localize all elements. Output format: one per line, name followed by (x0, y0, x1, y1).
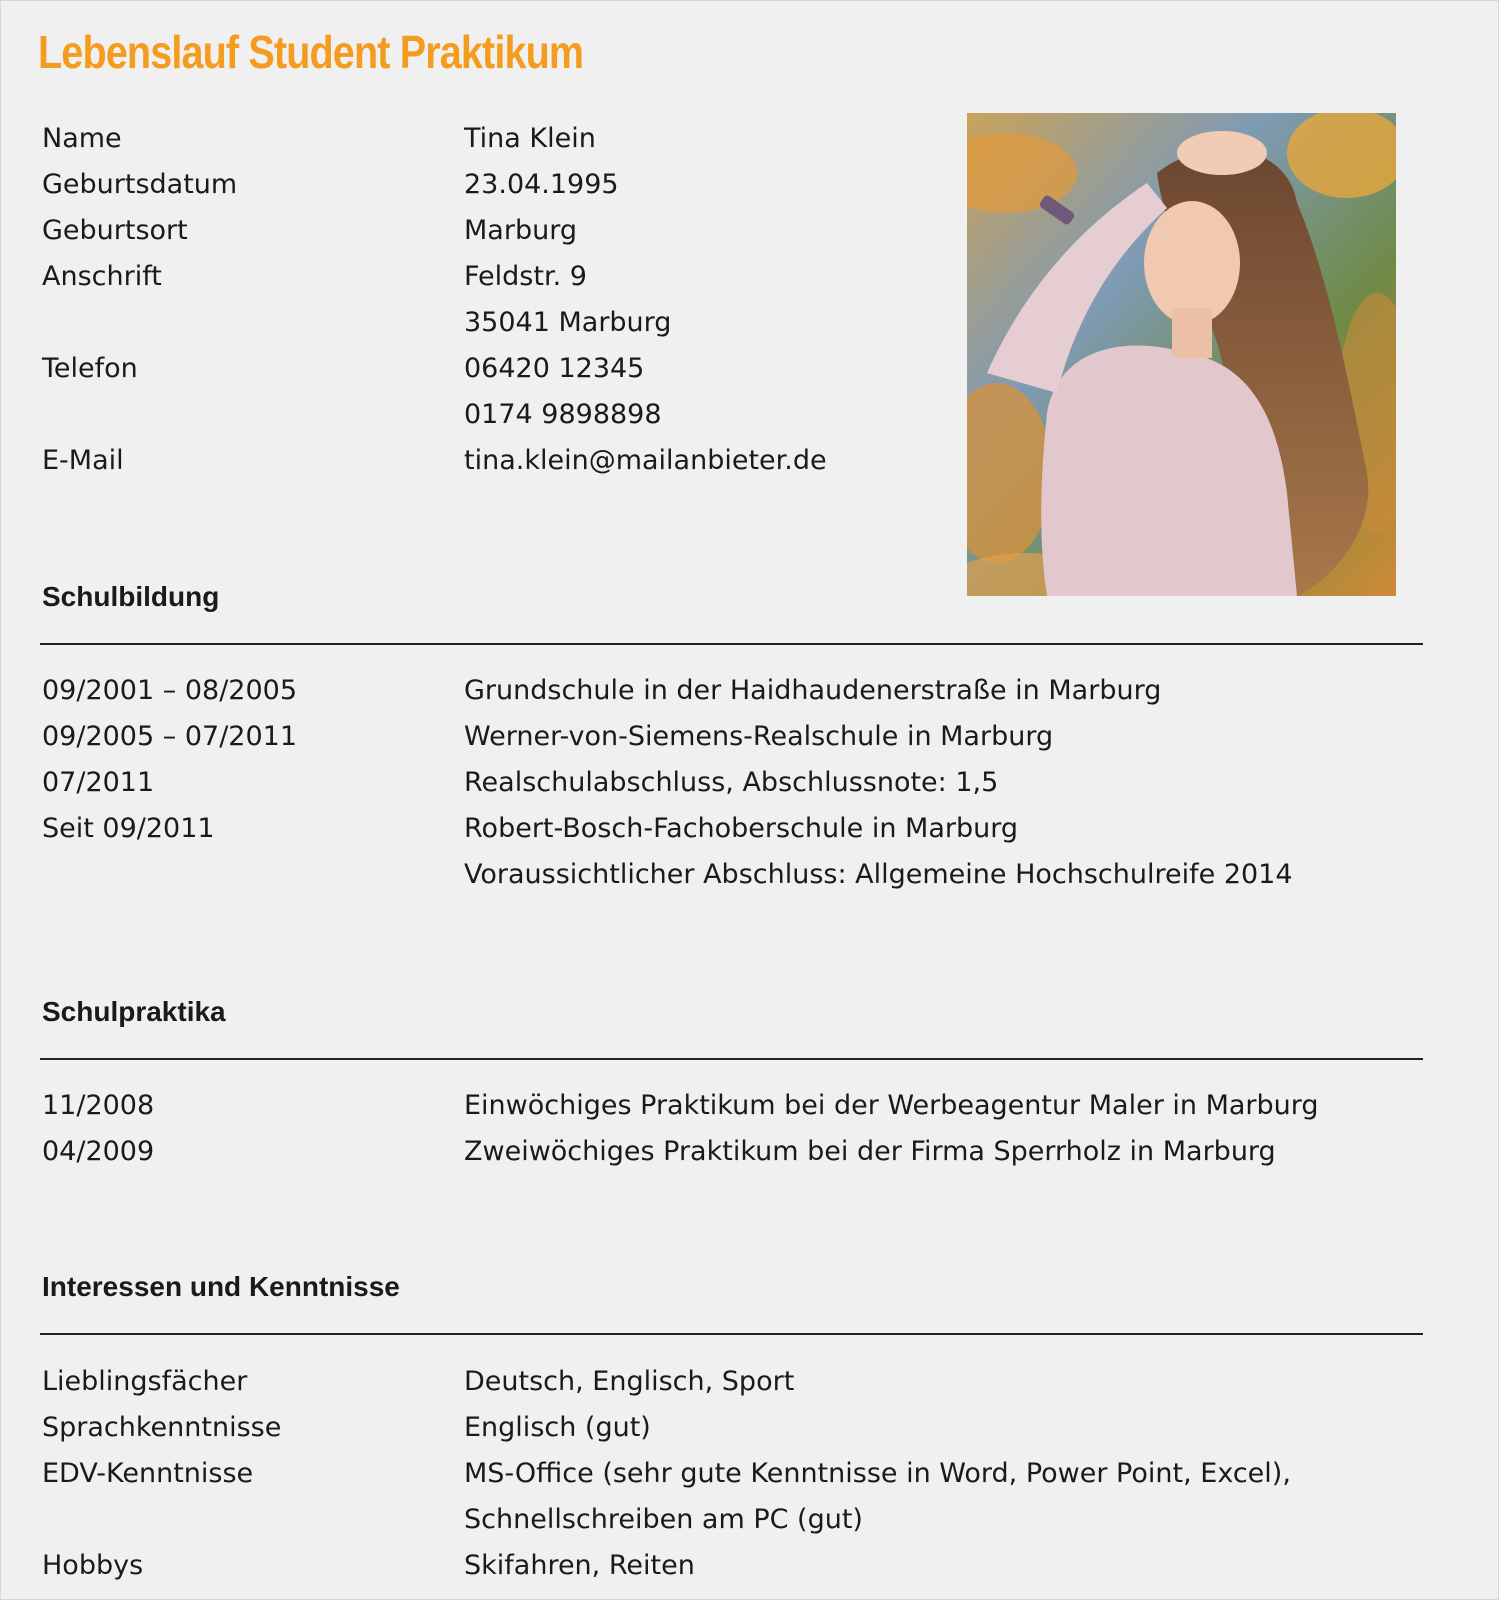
education-description: Grundschule in der Haidhaudenerstraße in Marburg (464, 675, 1162, 706)
skills-value: Skifahren, Reiten (464, 1550, 695, 1581)
field-label: Telefon (42, 353, 138, 384)
education-row (1, 669, 1499, 713)
skills-value: Deutsch, Englisch, Sport (464, 1366, 795, 1397)
date-range: 09/2005 – 07/2011 (42, 721, 297, 752)
field-label: Name (42, 123, 122, 154)
field-value: 0174 9898898 (464, 399, 662, 430)
education-description: Realschulabschluss, Abschlussnote: 1,5 (464, 767, 999, 798)
field-value: Feldstr. 9 (464, 261, 587, 292)
education-row (1, 807, 1499, 851)
skills-label: Lieblingsfächer (42, 1366, 248, 1397)
section-divider (40, 643, 1423, 645)
skills-label: Hobbys (42, 1550, 144, 1581)
internship-date: 11/2008 (42, 1090, 155, 1121)
skills-value: MS-Office (sehr gute Kenntnisse in Word, Power Point, Excel), (464, 1458, 1291, 1489)
skills-value: Englisch (gut) (464, 1412, 651, 1443)
skills-label: EDV-Kenntnisse (42, 1458, 254, 1489)
internship-description: Einwöchiges Praktikum bei der Werbeagentur Maler in Marburg (464, 1090, 1319, 1121)
education-description: Voraussichtlicher Abschluss: Allgemeine Hochschulreife 2014 (464, 859, 1293, 890)
date-range: 07/2011 (42, 767, 155, 798)
section-heading-schulbildung: Schulbildung (42, 581, 220, 612)
skills-row (1, 1452, 1499, 1496)
field-label: Geburtsort (42, 215, 188, 246)
field-value: Marburg (464, 215, 577, 246)
internship-date: 04/2009 (42, 1136, 155, 1167)
education-row (1, 761, 1499, 805)
section-heading-interessen: Interessen und Kenntnisse (42, 1271, 400, 1302)
skills-label: Sprachkenntnisse (42, 1412, 282, 1443)
section-divider (40, 1058, 1423, 1060)
profile-photo-graphic (967, 113, 1396, 596)
skills-row (1, 1360, 1499, 1404)
email-link[interactable]: tina.klein@mailanbieter.de (464, 445, 827, 476)
internship-row (1, 1130, 1499, 1174)
internship-description: Zweiwöchiges Praktikum bei der Firma Sperrholz in Marburg (464, 1136, 1276, 1167)
education-row (1, 853, 1499, 897)
section-heading-schulpraktika: Schulpraktika (42, 996, 226, 1027)
field-label: Geburtsdatum (42, 169, 238, 200)
education-description: Werner-von-Siemens-Realschule in Marburg (464, 721, 1054, 752)
date-range: 09/2001 – 08/2005 (42, 675, 297, 706)
field-label: Anschrift (42, 261, 162, 292)
education-description: Robert-Bosch-Fachoberschule in Marburg (464, 813, 1019, 844)
field-value: 06420 12345 (464, 353, 645, 384)
education-row (1, 715, 1499, 759)
profile-photo (967, 113, 1396, 596)
date-range: Seit 09/2011 (42, 813, 215, 844)
internship-row (1, 1084, 1499, 1128)
field-label: E-Mail (42, 445, 124, 476)
section-divider (40, 1333, 1423, 1335)
skills-value: Schnellschreiben am PC (gut) (464, 1504, 863, 1535)
skills-row (1, 1498, 1499, 1542)
field-value: 23.04.1995 (464, 169, 619, 200)
page-title: Lebenslauf Student Praktikum (38, 26, 584, 78)
field-value: 35041 Marburg (464, 307, 672, 338)
field-value: Tina Klein (464, 123, 596, 154)
skills-row (1, 1544, 1499, 1588)
skills-row (1, 1406, 1499, 1450)
